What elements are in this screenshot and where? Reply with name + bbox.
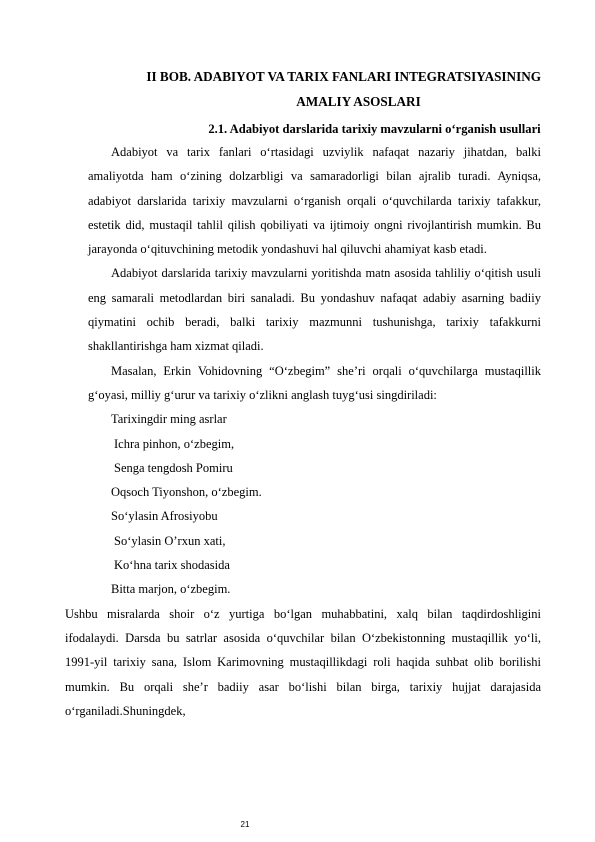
poem-line: Ichra pinhon, o‘zbegim, <box>114 436 235 451</box>
body-text <box>65 140 541 723</box>
paragraph-1: Adabiyot va tarix fanlari o‘rtasidagi uzviylik nafaqat nazariy jihatdan, balki amaliyotda ham o‘zining dolzarbligi va samaradorligi bilan ajralib turadi. Ayniqsa, adabiyot darslarida tarixiy mavzularni o‘rganish orqali o‘quvchilarda tarixiy tafakkur, estetik did, mustaqil tahlil qilish qobiliyati va ijtimoiy ongni rivojlantirish mumkin. Bu jarayonda o‘qituvchining metodik yondashuvi hal qiluvchi ahamiyat kasb etadi. <box>88 145 541 257</box>
page-number: 21 <box>240 820 250 829</box>
poem-line: Ko‘hna tarix shodasida <box>114 558 230 573</box>
chapter-title-line1: II BOB. ADABIYOT VA TARIX FANLARI INTEGRATSIYASINING <box>146 69 541 84</box>
poem-line: Senga tengdosh Pomiru <box>114 460 233 475</box>
poem-line: Tarixingdir ming asrlar <box>111 412 227 427</box>
poem-line: Bitta marjon, o‘zbegim. <box>111 582 231 597</box>
chapter-heading <box>88 65 541 114</box>
poem-excerpt <box>88 407 541 601</box>
closing-paragraph: Ushbu misralarda shoir o‘z yurtiga bo‘lgan muhabbatini, xalq bilan taqdirdoshligini ifodalaydi. Darsda bu satrlar asosida o‘quvchilar bilan O‘zbekistonning mustaqillik yo‘li, 1991-yil tarixiy sana, Islom Karimovning mustaqillikdagi roli haqida suhbat olib borilishi mumkin. Bu orqali she’r badiiy asar bo‘lishi bilan birga, tarixiy hujjat darajasida o‘rganiladi.Shuningdek, <box>65 606 541 718</box>
poem-line: So‘ylasin O’rxun xati, <box>114 533 226 548</box>
section-heading: 2.1. Adabiyot darslarida tarixiy mavzularni o‘rganish usullari <box>208 122 541 136</box>
paragraph-3: Masalan, Erkin Vohidovning “O‘zbegim” she’ri orqali o‘quvchilarga mustaqillik g‘oyasi, milliy g‘urur va tarixiy o‘zlikni anglash tuyg‘usi singdiriladi: <box>88 363 541 402</box>
chapter-title-line2: AMALIY ASOSLARI <box>296 93 421 109</box>
poem-line: Oqsoch Tiyonshon, o‘zbegim. <box>111 485 262 500</box>
poem-line: So‘ylasin Afrosiyobu <box>111 509 218 524</box>
paragraph-2: Adabiyot darslarida tarixiy mavzularni yoritishda matn asosida tahliliy o‘qitish usuli eng samarali metodlardan biri sanaladi. Bu yondashuv nafaqat adabiy asarning badiiy qiymatini ochib beradi, balki tarixiy mazmunni tushunishga, tarixiy tafakkurni shakllantirishga ham xizmat qiladi. <box>88 266 541 354</box>
